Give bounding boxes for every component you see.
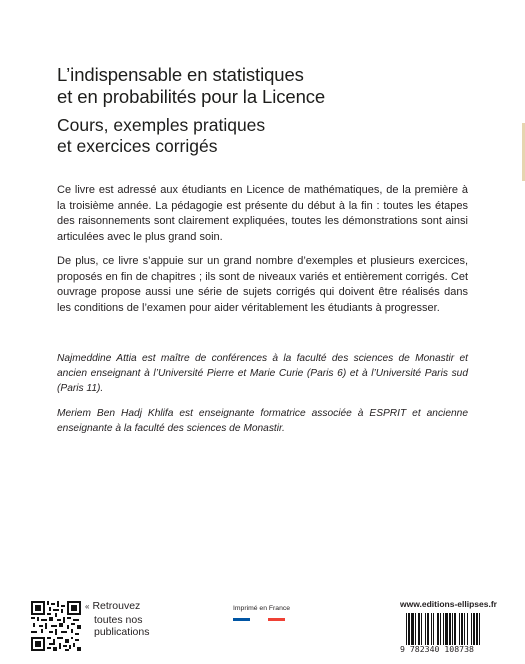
double-chevron-icon: «	[85, 602, 90, 611]
description-paragraph-1: Ce livre est adressé aux étudiants en Licence de mathématiques, de la première à la troisième année. La pédagogie est présente du début à la fin : toutes les étapes des raisonnements sont clairement expliquées, toutes les démonstrations sont ainsi articulées avec le plus grand soin.	[57, 184, 468, 243]
french-flag-icon	[233, 618, 285, 621]
description-block	[57, 183, 468, 325]
author-bio-1: Najmeddine Attia est maître de conférences à la faculté des sciences de Monastir et ancien enseignant à l’Université Pierre et Marie Curie (Paris 6) et à l’Université Paris sud (Paris 11).	[57, 353, 468, 395]
publisher-website[interactable]: www.editions-ellipses.fr	[400, 599, 497, 609]
printed-in-france-label: Imprimé en France	[233, 605, 291, 612]
retrouvez-publications-link[interactable]	[85, 600, 165, 639]
description-paragraph-2: De plus, ce livre s’appuie sur un grand nombre d’exemples et plusieurs exercices, proposés en fin de chapitres ; ils sont de niveaux variés et entièrement corrigés. Cet ouvrage propose aussi une série de sujets corrigés qui doivent être réalisés dans les conditions de l’examen pour aider véritablement les étudiants à progresser.	[57, 255, 468, 314]
book-subtitle-line-2: et exercices corrigés	[57, 136, 218, 156]
retrouvez-line-3: publications	[94, 626, 150, 638]
book-title-line-2: et en probabilités pour la Licence	[57, 86, 326, 107]
retrouvez-line-1: Retrouvez	[92, 600, 141, 612]
title-block	[57, 64, 477, 157]
subtitle-block	[57, 115, 477, 157]
isbn-number: 9 782340 108738	[400, 644, 474, 654]
author-bio-2: Meriem Ben Hadj Khlifa est enseignante formatrice associée à ESPRIT et ancienne enseignante à la faculté des sciences de Monastir.	[57, 407, 468, 434]
authors-block	[57, 351, 468, 445]
retrouvez-line-2: toutes nos	[94, 613, 143, 626]
footer	[0, 596, 525, 664]
book-title-line-1: L’indispensable en statistiques	[57, 64, 304, 85]
isbn-barcode	[400, 613, 520, 645]
printed-in-france-mark	[233, 605, 303, 621]
book-subtitle-line-1: Cours, exemples pratiques	[57, 115, 266, 135]
qr-code-icon[interactable]	[31, 601, 81, 651]
